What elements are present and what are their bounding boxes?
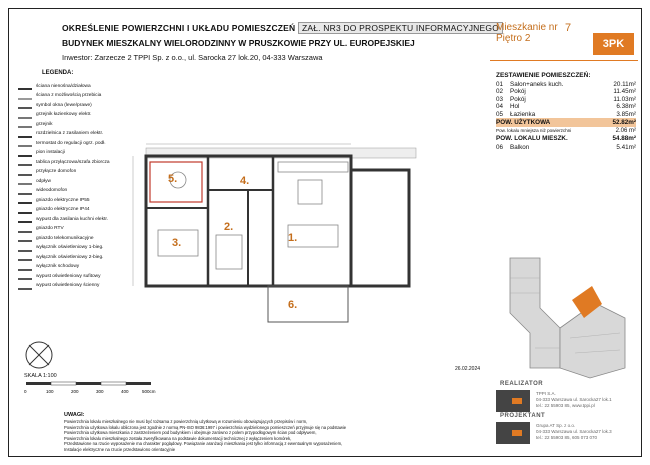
legend-symbol-icon	[18, 101, 32, 109]
legend-symbol-icon	[18, 82, 32, 90]
legend-label: wyłącznik oświetleniowy 1-bieg.	[36, 245, 104, 250]
note-item: Powierzchnia użytkowa lokalu obliczona jest zgodnie z normą PN-ISO 9836:1997 i powierzchnia wydzielonego pomieszczeń przyjmuje się na podstawie	[64, 424, 347, 430]
legend-item	[18, 101, 92, 109]
north-arrow-icon	[24, 340, 54, 370]
room-label-1: 1.	[288, 232, 298, 244]
legend-symbol-icon	[18, 177, 32, 185]
rooms-table-title: ZESTAWIENIE POMIESZCZEŃ:	[496, 72, 591, 79]
projektant-label: PROJEKTANT	[500, 413, 546, 419]
legend-symbol-icon	[18, 272, 32, 280]
scale-tick-200: 200	[71, 389, 79, 394]
total-area-value: 54.88m²	[612, 135, 636, 142]
table-living	[298, 180, 322, 204]
scale-tick-400: 400	[121, 389, 129, 394]
room-no: 03	[496, 95, 504, 103]
legend-item	[18, 196, 90, 204]
total-area-label: POW. LOKALU MIESZK.	[496, 135, 568, 142]
room-area: 20.11m²	[613, 81, 636, 88]
legend-label: gniazdo telekomunikacyjne	[36, 235, 94, 241]
room-no: 01	[496, 81, 504, 88]
legend-label: gniazdo elektryczne IP44	[36, 207, 90, 212]
room-area: 3.85m²	[616, 110, 636, 118]
room-no: 02	[496, 88, 504, 96]
apartment-label-text: Mieszkanie nr	[496, 22, 558, 33]
legend-item	[18, 158, 110, 166]
legend-symbol-icon	[18, 225, 32, 233]
legend-item	[18, 149, 65, 157]
note-item: Instalacje elektryczne na rzucie przedstawiono orientacyjnie	[64, 447, 176, 452]
legend-label: wypust oświetleniowy ścienny	[36, 283, 100, 288]
header-line1: OKREŚLENIE POWIERZCHNI I UKŁADU POMIESZCZEŃ	[62, 23, 296, 33]
room-name: Łazienka	[510, 110, 536, 118]
bed-room2	[216, 235, 242, 269]
balcony-outline	[268, 286, 348, 322]
legend-symbol-icon	[18, 253, 32, 261]
legend-item	[18, 168, 76, 176]
legend-symbol-icon	[18, 234, 32, 242]
projektant-address: 04-333 Warszawa ul. Sarocka27 lok.3	[536, 429, 612, 434]
room-label-6: 6.	[288, 299, 298, 311]
legend-item	[18, 177, 51, 185]
legend-item	[18, 282, 99, 290]
legend-item	[18, 272, 101, 280]
legend-symbol-icon	[18, 130, 32, 138]
room-label-2: 2.	[224, 221, 234, 233]
legend-symbol-icon	[18, 244, 32, 252]
panel-separator	[490, 60, 638, 61]
notes-title: UWAGI:	[64, 412, 85, 418]
room-area: 6.38m²	[616, 103, 636, 111]
drawing-date: 26.02.2024	[455, 366, 481, 372]
floor-label: Piętro 2	[496, 33, 531, 44]
low-height-label: Pow. lokalu mniejsza niż powierzchni	[496, 128, 572, 133]
realizator-info	[536, 391, 612, 409]
apartment-number: 7	[565, 22, 572, 34]
legend-item	[18, 253, 103, 261]
legend-item	[18, 139, 106, 147]
legend-symbol-icon	[18, 158, 32, 166]
projektant-logo	[496, 422, 530, 444]
legend-label: gniazdo elektryczne IP55	[36, 197, 90, 203]
building-wing-right	[560, 303, 625, 378]
room-name: Pokój	[510, 88, 526, 96]
annex-label: ZAŁ. NR3 DO PROSPEKTU INFORMACYJNEGO	[298, 22, 503, 34]
legend-symbol-icon	[18, 111, 32, 119]
floor-plan	[128, 140, 428, 325]
legend-item	[18, 92, 101, 100]
legend-label: odpływ	[36, 178, 51, 184]
legend-symbol-icon	[18, 149, 32, 157]
room-no: 04	[496, 103, 504, 111]
realizator-label: REALIZATOR	[500, 381, 544, 387]
room-name: Pokój	[510, 95, 526, 103]
legend-item	[18, 225, 64, 233]
note-item: Powierzchnia lokalu mieszkalnego nie musi być tożsama z powierzchnią użytkową w rozumieniu obowiązujących przepisów i norm,	[64, 419, 308, 424]
legend-item	[18, 215, 108, 223]
legend-item	[18, 130, 103, 138]
header-investor: Inwestor: Zarzecze 2 TPPI Sp. z o.o., ul. Sarocka 27 lok.20, 04-333 Warszawa	[62, 53, 323, 62]
legend-item	[18, 111, 91, 119]
legend-symbol-icon	[18, 92, 32, 100]
note-item: Przedstawione na rzucie wyposażenie ma charakter poglądowy. Powiązanie aranżacji mieszkania jest tylko informacją z ewentualnym wyposażeniem,	[64, 441, 343, 447]
legend-label: grzejnik łazienkowy elektr.	[36, 112, 92, 117]
legend-item	[18, 263, 79, 271]
legend-label: wyłącznik schodowy	[36, 264, 80, 269]
balcony-value: 5.41m²	[616, 144, 636, 151]
room-name: Salon+aneks kuch.	[510, 81, 564, 88]
legend-label: symbol okna (lewe/prawe)	[36, 102, 92, 108]
legend-label: ściana nienośna/działowa	[36, 83, 91, 89]
legend-item	[18, 206, 90, 214]
scale-tick-300: 300	[96, 389, 104, 394]
legend-item	[18, 120, 53, 128]
key-plan	[500, 238, 640, 380]
scale-tick-0: 0	[24, 389, 27, 394]
realizator-address: 04-333 Warszawa ul. Sarocka27 lok.1	[536, 397, 612, 402]
projektant-info	[536, 423, 612, 441]
legend-label: wypust dla zasilania kuchni elektr.	[36, 216, 108, 222]
legend-label: termostat do regulacji ogrz. podł.	[36, 140, 106, 146]
apartment-type-badge: 3PK	[593, 33, 634, 55]
legend-label: wyłącznik oświetleniowy 2-bieg.	[36, 254, 104, 260]
legend-symbol-icon	[18, 282, 32, 290]
legend-label: tablica przyłączowa/szafa zbiorcza	[36, 159, 110, 165]
header-title	[62, 23, 503, 33]
projektant-company: Grupa AT Sp. z o.o.	[536, 423, 576, 428]
kitchen-counter	[278, 162, 348, 172]
room-label-4: 4.	[240, 175, 250, 187]
room-area: 11.45m²	[613, 88, 636, 96]
legend-symbol-icon	[18, 139, 32, 147]
apartment-label	[496, 22, 558, 44]
balcony-no: 06	[496, 144, 504, 151]
balcony-row	[496, 143, 636, 152]
legend-symbol-icon	[18, 168, 32, 176]
outer-wall-right	[351, 170, 409, 286]
scale-bar	[24, 380, 159, 396]
balcony-name: Balkon	[510, 144, 530, 151]
scale-label: SKALA 1:100	[24, 373, 57, 379]
legend-label: grzejnik	[36, 121, 53, 127]
realizator-phone: tel.: 22 55903 85, www.tppi.pl	[536, 403, 595, 408]
legend-title: LEGENDA:	[42, 70, 74, 76]
note-item: Powierzchnia lokalu mieszkalnego została zweryfikowana na podstawie dokumentacji technicznej z wyłączeniem komórek,	[64, 435, 292, 441]
room-label-3: 3.	[172, 237, 182, 249]
total-area-row	[496, 134, 636, 143]
building-wing-left	[510, 258, 560, 368]
room-area: 11.03m²	[613, 95, 636, 103]
legend-symbol-icon	[18, 206, 32, 214]
scale-tick-100: 100	[46, 389, 54, 394]
legend-item	[18, 187, 67, 195]
legend-item	[18, 82, 91, 90]
legend-item	[18, 234, 94, 242]
room-no: 05	[496, 110, 504, 118]
usable-area-value: 52.82m²	[612, 119, 636, 126]
legend-symbol-icon	[18, 215, 32, 223]
realizator-company: TPPI S.A.	[536, 391, 556, 396]
usable-area-label: POW. UŻYTKOWA	[496, 119, 551, 126]
legend-label: pion instalacji	[36, 150, 65, 155]
projektant-phone: tel.: 22 55903 85, 605 073 070	[536, 435, 598, 440]
header-building: BUDYNEK MIESZKALNY WIELORODZINNY W PRUSZKOWIE PRZY UL. EUROPEJSKIEJ	[62, 38, 415, 48]
legend-symbol-icon	[18, 187, 32, 195]
low-height-value: 2.06 m²	[615, 127, 636, 134]
legend-symbol-icon	[18, 196, 32, 204]
scale-tick-500: 500cm	[142, 389, 156, 394]
realizator-logo	[496, 390, 530, 412]
legend-label: ściana z możliwością przebicia	[36, 93, 102, 98]
legend-label: wypust oświetleniowy sufitowy	[36, 273, 101, 279]
legend-item	[18, 244, 103, 252]
room-label-5: 5.	[168, 173, 178, 185]
legend-label: przyłącze domofon	[36, 169, 77, 174]
legend-symbol-icon	[18, 263, 32, 271]
legend-label: rozdzielnica z zasilaniem elektr.	[36, 131, 104, 136]
note-item: Powierzchnia użytkowa mieszkania z zastrzeżeniem pod budynkiem i obejmuje zarówno z polem przypodłogowym ścian pod odpływem,	[64, 430, 317, 436]
legend-label: wideodomofon	[36, 188, 68, 193]
legend-symbol-icon	[18, 120, 32, 128]
legend-label: gniazdo RTV	[36, 226, 64, 231]
room-name: Hol	[510, 103, 520, 111]
